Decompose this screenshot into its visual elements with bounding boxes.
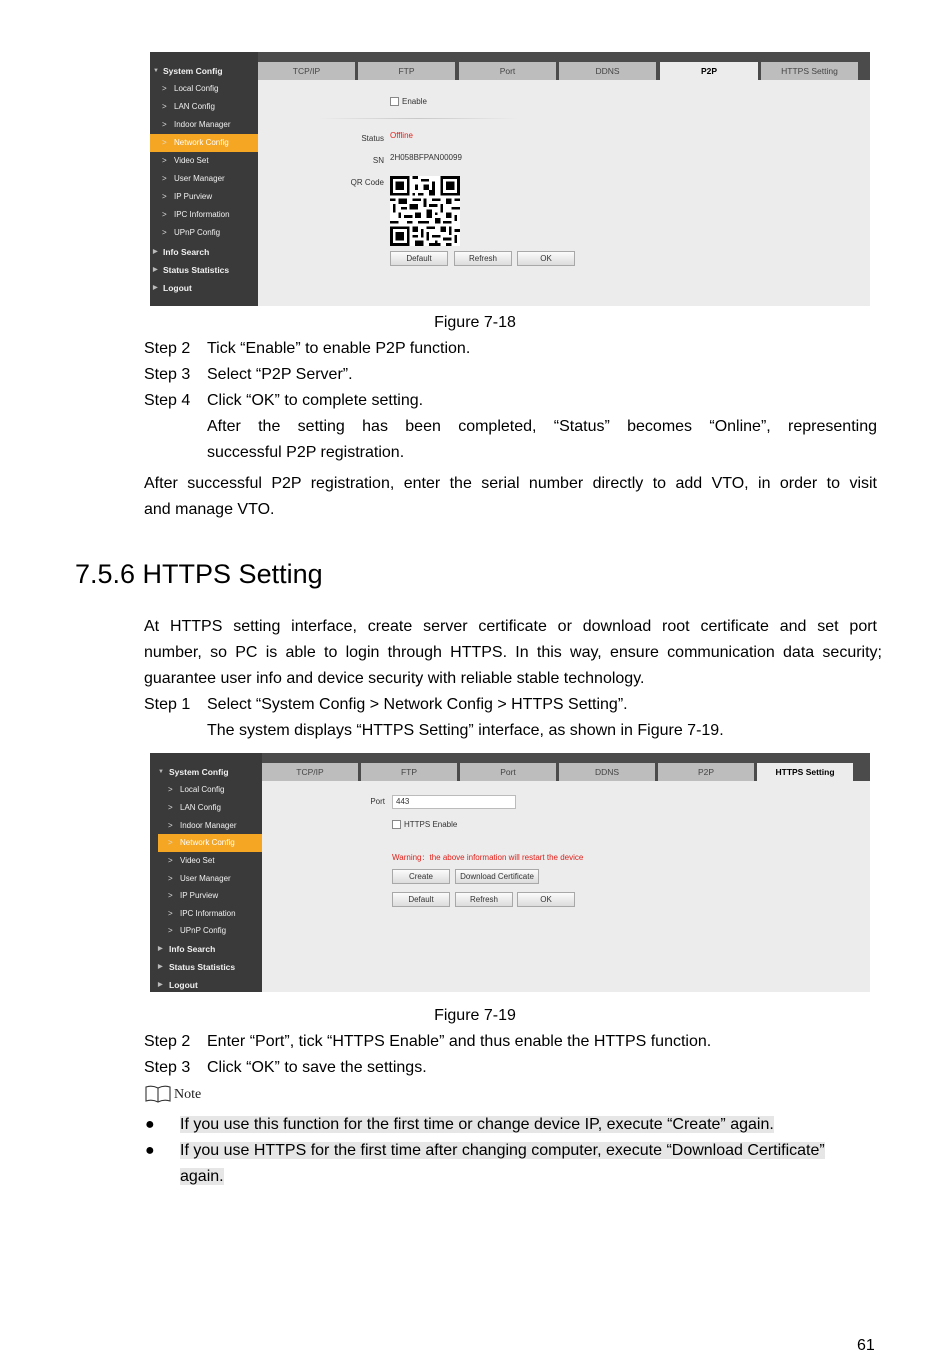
- sidebar-item-indoor-manager[interactable]: > Indoor Manager: [168, 821, 237, 830]
- sidebar: [150, 52, 258, 306]
- paragraph: guarantee user info and device security with reliable stable technology.: [144, 670, 645, 687]
- sidebar-item-user-manager[interactable]: > User Manager: [168, 874, 231, 883]
- sidebar-system-config[interactable]: ▼ System Config: [158, 767, 229, 777]
- sidebar-item-ipc-information[interactable]: > IPC Information: [168, 909, 236, 918]
- sidebar-item-ipc-information[interactable]: > IPC Information: [162, 210, 230, 219]
- download-certificate-button[interactable]: Download Certificate: [455, 869, 539, 884]
- sidebar-info-search[interactable]: ▶ Info Search: [158, 944, 216, 954]
- enable-label: Enable: [402, 97, 427, 106]
- warning-text: Warning：the above information will restart the device: [392, 853, 584, 862]
- sidebar-item-local-config[interactable]: > Local Config: [162, 84, 219, 93]
- bullet-text: [180, 1138, 825, 1164]
- bullet-dot: ●: [145, 1142, 155, 1159]
- default-button[interactable]: Default: [392, 892, 450, 907]
- ok-button[interactable]: OK: [517, 892, 575, 907]
- ok-button[interactable]: OK: [517, 251, 575, 266]
- paragraph: At HTTPS setting interface, create server certificate or download root certificate and set port: [144, 618, 877, 635]
- port-label: Port: [370, 797, 385, 806]
- tab-bar: [262, 763, 870, 781]
- sidebar-info-search[interactable]: ▶ Info Search: [153, 247, 210, 257]
- sidebar-item-ip-purview[interactable]: > IP Purview: [162, 192, 213, 201]
- tab-port[interactable]: Port: [459, 62, 556, 80]
- sidebar-item-lan-config[interactable]: > LAN Config: [168, 803, 221, 812]
- bullet-2-line-1: If you use HTTPS for the first time after changing computer, execute “Download Certificate”: [180, 1142, 825, 1159]
- sidebar-item-lan-config[interactable]: > LAN Config: [162, 102, 215, 111]
- figure-caption-7-19: Figure 7-19: [434, 1007, 516, 1024]
- tab-ftp[interactable]: FTP: [358, 62, 455, 80]
- step-text: Click “OK” to save the settings.: [207, 1059, 427, 1076]
- sidebar-item-video-set[interactable]: > Video Set: [162, 156, 209, 165]
- step-label: Step 4: [144, 392, 191, 409]
- https-enable-checkbox[interactable]: [392, 820, 401, 829]
- sn-label: SN: [372, 156, 384, 165]
- tab-tcpip[interactable]: TCP/IP: [258, 62, 355, 80]
- https-content: [262, 781, 870, 992]
- tab-https-setting[interactable]: HTTPS Setting: [761, 62, 858, 80]
- sidebar-logout[interactable]: ▶ Logout: [153, 283, 192, 293]
- step-text: Select “P2P Server”.: [207, 366, 353, 383]
- sidebar-item-ip-purview[interactable]: > IP Purview: [168, 891, 219, 900]
- tab-port[interactable]: Port: [460, 763, 556, 781]
- bullet-2-line-2: again.: [180, 1168, 224, 1185]
- step-detail: After the setting has been completed, “Status” becomes “Online”, representing: [207, 418, 877, 435]
- tab-ftp[interactable]: FTP: [361, 763, 457, 781]
- status-label: Status: [361, 134, 384, 143]
- tab-tcpip[interactable]: TCP/IP: [262, 763, 358, 781]
- paragraph: and manage VTO.: [144, 501, 275, 518]
- p2p-content: [258, 80, 870, 306]
- port-input[interactable]: 443: [392, 795, 516, 809]
- step-text: Click “OK” to complete setting.: [207, 392, 424, 409]
- sidebar-item-network-config[interactable]: > Network Config: [150, 134, 258, 152]
- tab-bar: [258, 62, 870, 80]
- status-value: Offline: [390, 131, 413, 140]
- sidebar-item-upnp-config[interactable]: > UPnP Config: [162, 228, 221, 237]
- page-number: 61: [857, 1337, 875, 1354]
- paragraph: number, so PC is able to login through HTTPS. In this way, ensure communication data security;: [144, 644, 882, 661]
- section-heading: 7.5.6 HTTPS Setting: [75, 559, 323, 589]
- sidebar: [150, 753, 262, 992]
- sn-value: 2H058BFPAN00099: [390, 153, 462, 162]
- step-text: Tick “Enable” to enable P2P function.: [207, 340, 471, 357]
- tab-ddns[interactable]: DDNS: [559, 62, 656, 80]
- separator: [318, 118, 518, 119]
- sidebar-item-upnp-config[interactable]: > UPnP Config: [168, 926, 227, 935]
- https-screenshot: [150, 753, 870, 992]
- sidebar-item-network-config[interactable]: > Network Config: [158, 834, 262, 852]
- tab-p2p[interactable]: P2P: [658, 763, 754, 781]
- bullet-1: If you use this function for the first time or change device IP, execute “Create” again.: [180, 1116, 774, 1133]
- sidebar-item-indoor-manager[interactable]: > Indoor Manager: [162, 120, 231, 129]
- step-label: Step 3: [144, 366, 191, 383]
- step-detail: The system displays “HTTPS Setting” interface, as shown in Figure 7-19.: [207, 722, 724, 739]
- step-label: Step 3: [144, 1059, 191, 1076]
- tab-ddns[interactable]: DDNS: [559, 763, 655, 781]
- tab-https-setting[interactable]: HTTPS Setting: [757, 763, 853, 781]
- figure-caption-7-18: Figure 7-18: [434, 314, 516, 331]
- enable-checkbox[interactable]: [390, 97, 399, 106]
- default-button[interactable]: Default: [390, 251, 448, 266]
- tab-p2p[interactable]: P2P: [660, 62, 758, 80]
- sidebar-system-config[interactable]: ▼ System Config: [153, 66, 223, 76]
- sidebar-status-statistics[interactable]: ▶ Status Statistics: [158, 962, 236, 972]
- paragraph: After successful P2P registration, enter the serial number directly to add VTO, in order to visit: [144, 475, 877, 492]
- step-detail: successful P2P registration.: [207, 444, 405, 461]
- sidebar-status-statistics[interactable]: ▶ Status Statistics: [153, 265, 230, 275]
- https-enable-label: HTTPS Enable: [404, 820, 458, 829]
- book-icon: [145, 1085, 171, 1103]
- bullet-text: [180, 1164, 224, 1190]
- sidebar-logout[interactable]: ▶ Logout: [158, 980, 198, 990]
- refresh-button[interactable]: Refresh: [454, 251, 512, 266]
- p2p-screenshot: [150, 52, 870, 306]
- sidebar-item-video-set[interactable]: > Video Set: [168, 856, 215, 865]
- step-text: Enter “Port”, tick “HTTPS Enable” and thus enable the HTTPS function.: [207, 1033, 712, 1050]
- bullet-text: [180, 1112, 774, 1138]
- step-label: Step 1: [144, 696, 191, 713]
- step-text: Select “System Config > Network Config > HTTPS Setting”.: [207, 696, 628, 713]
- bullet-dot: ●: [145, 1116, 155, 1133]
- sidebar-item-local-config[interactable]: > Local Config: [168, 785, 225, 794]
- create-button[interactable]: Create: [392, 869, 450, 884]
- step-label: Step 2: [144, 1033, 191, 1050]
- qr-code-label: QR Code: [350, 178, 384, 187]
- refresh-button[interactable]: Refresh: [455, 892, 513, 907]
- note-label: Note: [174, 1087, 202, 1102]
- qr-code-icon: [390, 176, 460, 246]
- sidebar-item-user-manager[interactable]: > User Manager: [162, 174, 225, 183]
- step-label: Step 2: [144, 340, 191, 357]
